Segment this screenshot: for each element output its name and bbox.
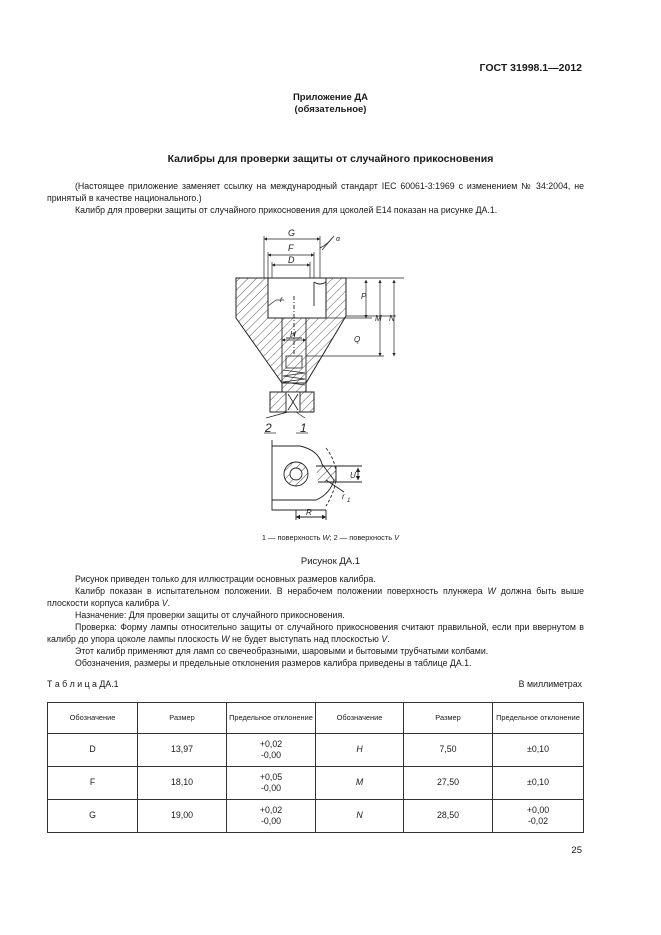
cell-tolerance: ±0,10 [493,734,584,767]
label-r1-subscript: 1 [347,498,351,504]
page-number: 25 [571,845,582,856]
cell-size: 18,10 [138,767,227,800]
cell-designation: N [316,800,404,833]
label-R: R [306,508,312,517]
cell-tolerance: +0,02 -0,00 [227,800,316,833]
callout-2: 2 [265,421,272,435]
label-M: M [375,314,382,323]
label-U: U [350,471,356,480]
paragraph-check: Проверка: Форму лампы относительно защиты от случайного прикосновения считают правильной, если при ввернутом в калибр до упора цоколе лампы плоскость W не будет выступать над плоскостью V. [47,622,584,644]
table-caption: Т а б л и ц а ДА.1 [47,679,119,689]
paragraph-position: Калибр показан в испытательном положении. В нерабочем положении поверхность плунжера W должна быть выше плоскости корпуса калибра V. [47,586,584,608]
cell-designation: M [316,767,404,800]
cell-designation: F [48,767,138,800]
table-row [48,800,584,833]
cell-designation: G [48,800,138,833]
label-alpha: α [336,236,340,243]
detail-view [272,440,362,520]
paragraph-illustration: Рисунок приведен только для иллюстрации основных размеров калибра. [75,574,376,584]
cell-size: 7,50 [404,734,493,767]
dimensions-table [47,702,584,833]
appendix-status: (обязательное) [294,104,367,115]
label-H: H [290,330,296,339]
table-units: В миллиметрах [518,679,582,689]
paragraph-table-ref: Обозначения, размеры и предельные отклонения размеров калибра приведены в таблице ДА.1. [75,658,472,668]
header-designation-1: Обозначение [48,703,138,734]
header-designation-2: Обозначение [316,703,404,734]
cell-size: 27,50 [404,767,493,800]
header-size-2: Размер [404,703,493,734]
cell-tolerance: +0,05 -0,00 [227,767,316,800]
paragraph-application: Этот калибр применяют для ламп со свечеобразными, шаровыми и бытовыми трубчатыми колбами. [75,646,489,656]
cell-tolerance: ±0,10 [493,767,584,800]
section-title: Калибры для проверки защиты от случайного прикосновения [167,153,494,165]
label-r1: r [342,492,345,501]
intro-text: Калибр для проверки защиты от случайного прикосновения для цоколей Е14 показан на рисунке ДА.1. [75,205,498,215]
table-row [48,734,584,767]
label-F: F [288,243,294,253]
intro-note: (Настоящее приложение заменяет ссылку на международный стандарт IEC 60061-3:1969 с изменением № 34:2004, не принятый в качестве национального.) [47,181,584,203]
callout-1: 1 [300,421,307,435]
header-tolerance-1: Предельное отклонение [227,703,316,734]
header-size-1: Размер [138,703,227,734]
label-Q: Q [354,335,361,344]
label-P: P [361,292,367,301]
table-header-row [48,703,584,734]
appendix-heading [0,92,661,116]
gauge-base [270,392,314,412]
appendix-title: Приложение ДА [292,92,369,103]
cell-size: 13,97 [138,734,227,767]
standard-header: ГОСТ 31998.1—2012 [479,62,582,74]
label-N: N [389,314,395,323]
cell-designation: H [316,734,404,767]
label-G: G [288,228,296,238]
paragraph-purpose: Назначение: Для проверки защиты от случайного прикосновения. [75,610,345,620]
cell-tolerance: +0,02 -0,00 [227,734,316,767]
cell-designation: D [48,734,138,767]
figure-title: Рисунок ДА.1 [300,556,361,567]
label-D: D [288,255,295,265]
label-r: r [280,295,283,304]
table-row [48,767,584,800]
header-tolerance-2: Предельное отклонение [493,703,584,734]
cell-size: 19,00 [138,800,227,833]
figure-caption: 1 — поверхность W; 2 — поверхность V [261,533,400,542]
cell-size: 28,50 [404,800,493,833]
cell-tolerance: +0,00 -0,02 [493,800,584,833]
gauge-drawing [0,225,661,535]
